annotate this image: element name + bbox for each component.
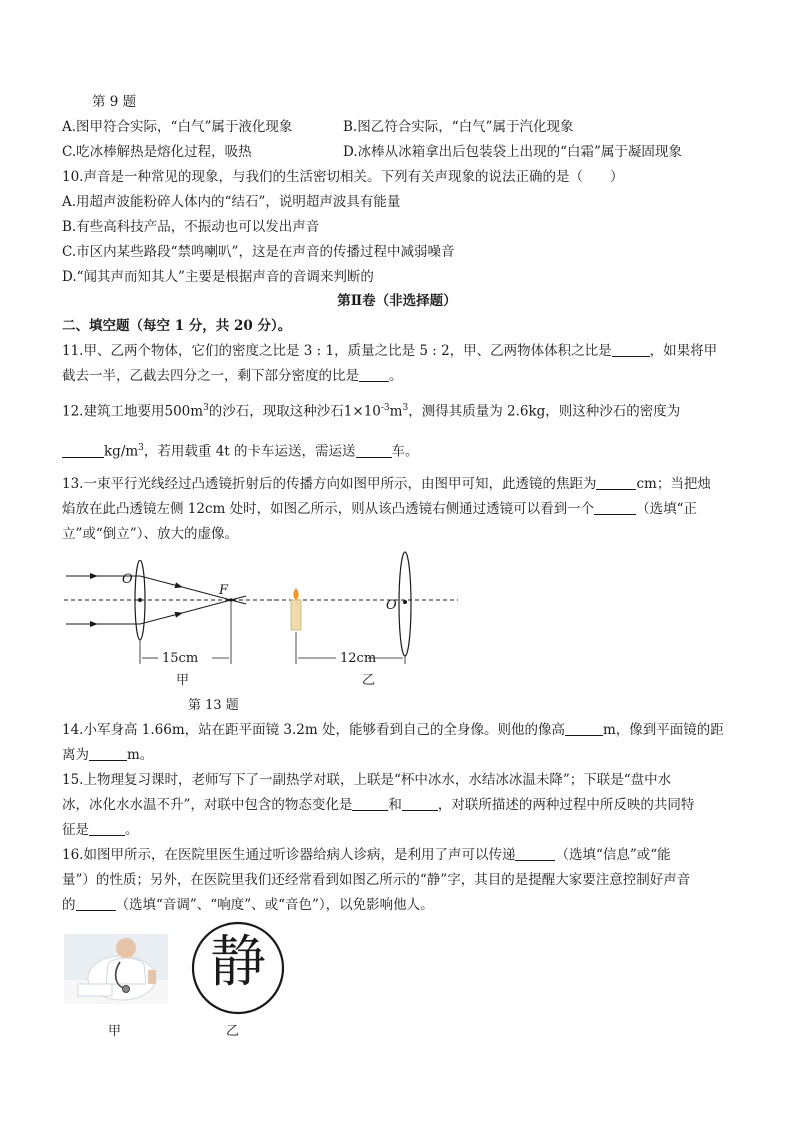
dimension-12cm: 12cm: [340, 651, 377, 666]
dimension-15cm: 15cm: [162, 651, 199, 666]
answer-blank[interactable]: [359, 367, 389, 382]
q10-option-b: B.有些高科技产品，不振动也可以发出声音: [62, 219, 320, 235]
answer-blank[interactable]: [402, 796, 438, 811]
q12-line2: $kg/m^3$，若用载重 4t 的卡车运送，需运送 车。: [62, 438, 419, 462]
q9-option-a: A.图甲符合实际，“白气”属于液化现象: [62, 119, 293, 135]
q9-caption: 第 9 题: [92, 94, 137, 110]
focal-label-o: O: [122, 572, 133, 587]
q9-option-b: B.图乙符合实际，“白气”属于汽化现象: [343, 119, 574, 135]
q10-option-c: C.市区内某些路段“禁鸣喇叭”，这是在声音的传播过程中减弱噪音: [62, 244, 455, 260]
figure-label-jia-16: 甲: [108, 1024, 122, 1039]
q9-option-d: D.冰棒从冰箱拿出后包装袋上出现的“白霜”属于凝固现象: [343, 144, 682, 160]
q9-option-c: C.吃冰棒解热是熔化过程，吸热: [62, 144, 252, 160]
answer-blank[interactable]: [356, 443, 392, 458]
flame-icon: [293, 588, 298, 600]
q16-line1: 16.如图甲所示，在医院里医生通过听诊器给病人诊病，是利用了声可以传递 （选填“信息”或“能: [62, 847, 671, 863]
q10-stem: 10.声音是一种常见的现象，与我们的生活密切相关。下列有关声现象的说法正确的是（ ）: [62, 169, 624, 185]
answer-blank[interactable]: [594, 500, 636, 515]
figure-label-yi: 乙: [362, 673, 376, 688]
q10-option-a: A.用超声波能粉碎人体内的“结石”，说明超声波具有能量: [62, 194, 401, 210]
focal-point-label: F: [219, 583, 229, 598]
q11-line2: 截去一半，乙截去四分之一，剩下部分密度的比是 。: [62, 368, 403, 384]
figure-label-yi-16: 乙: [226, 1024, 240, 1039]
answer-blank[interactable]: [352, 796, 388, 811]
figure-label-jia: 甲: [176, 673, 190, 688]
q14-line2: 离为 m。: [62, 747, 154, 763]
q15-line2: 冰，冰化水水温不升”，对联中包含的物态变化是 和 ，对联所描述的两种过程中所反映的共同特: [62, 797, 695, 813]
answer-blank[interactable]: [565, 721, 603, 736]
q13-line1: 13.一束平行光线经过凸透镜折射后的传播方向如图甲所示，由图甲可知，此透镜的焦距为 cm；当把烛: [62, 476, 711, 492]
q13-line2: 焰放在此凸透镜左侧 12cm 处时，如图乙所示，则从该凸透镜右侧通过透镜可以看到一个 （选填“正: [62, 501, 698, 517]
answer-blank[interactable]: [596, 475, 636, 490]
q13-caption: 第 13 题: [188, 698, 239, 713]
section-title: 二、填空题（每空 1 分，共 20 分）。: [62, 318, 292, 334]
answer-blank[interactable]: [515, 846, 555, 861]
answer-blank[interactable]: [62, 443, 104, 458]
q15-line3: 征是 。: [62, 822, 139, 838]
answer-blank[interactable]: [89, 746, 127, 761]
part2-title: 第Ⅱ卷（非选择题）: [337, 293, 457, 309]
candle-icon: [291, 600, 301, 630]
q11-line1: 11.甲、乙两个物体，它们的密度之比是 3 : 1，质量之比是 5 : 2，甲、乙两物体体积之比是 ，如果将甲: [62, 343, 718, 359]
lens-center-label-o: O: [386, 598, 397, 613]
q16-line3: 的 （选填“音调”、“响度”、或“音色”），以免影响他人。: [62, 897, 434, 913]
q12-line1: 12.建筑工地要用$500m^3$的沙石，现取这种沙石$1\times 10^{-3}m^3$，测得其质量为 2.6kg，则这种沙石的密度为: [62, 403, 681, 420]
answer-blank[interactable]: [89, 821, 125, 836]
q16-line2: 量”）的性质；另外，在医院里我们还经常看到如图乙所示的“静”字，其目的是提醒大家要注意控制好声音: [62, 872, 691, 888]
doctor-stethoscope-image: [64, 934, 168, 1004]
q13-line3: 立”或“倒立”）、放大的虚像。: [62, 526, 238, 542]
q14-line1: 14.小军身高 1.66m，站在距平面镜 3.2m 处，能够看到自己的全身像。则他的像高 m，像到平面镜的距: [62, 722, 724, 738]
quiet-sign-character: 静: [210, 930, 266, 995]
answer-blank[interactable]: [76, 896, 116, 911]
answer-blank[interactable]: [612, 342, 650, 357]
q15-line1: 15.上物理复习课时，老师写下了一副热学对联，上联是“杯中冰水，水结冰冰温未降”；下联是“盘中水: [62, 772, 672, 788]
q10-option-d: D.“闻其声而知其人”主要是根据声音的音调来判断的: [62, 269, 374, 285]
lens-diagram-yi: [268, 548, 460, 668]
